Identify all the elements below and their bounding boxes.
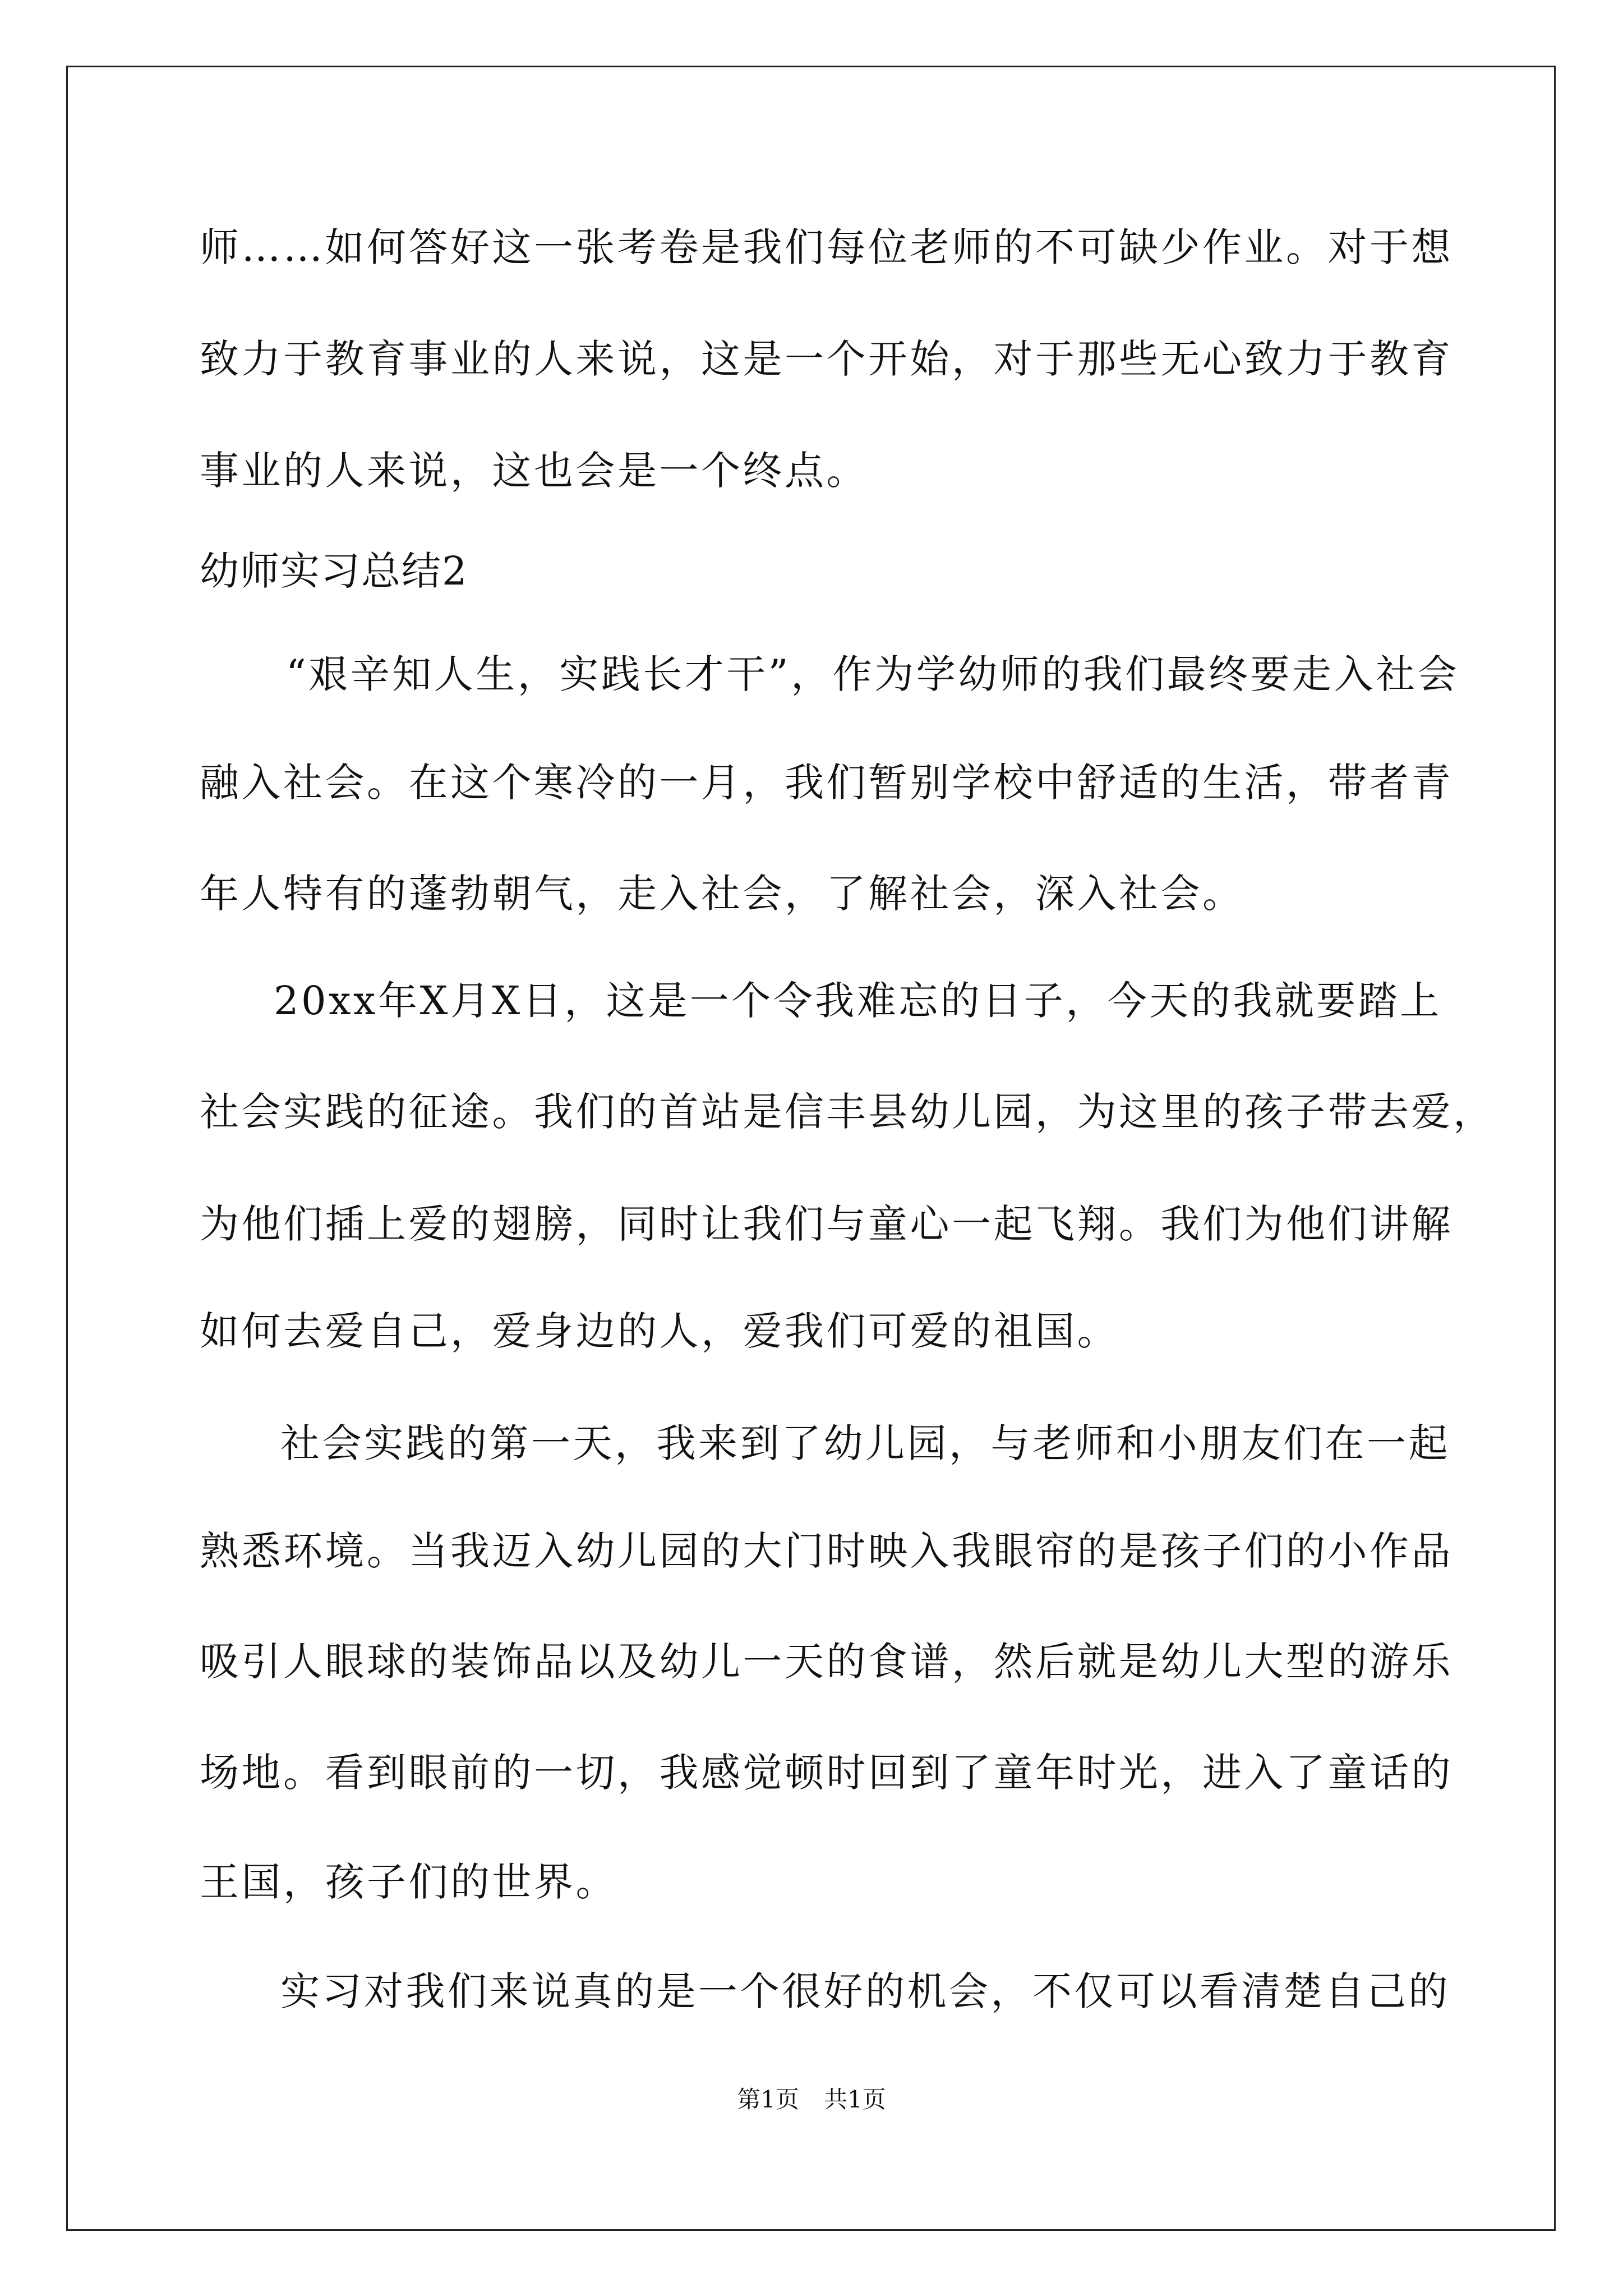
body-text-line: 师……如何答好这一张考卷是我们每位老师的不可缺少作业。对于想 [200,224,1453,270]
body-text-line: 致力于教育事业的人来说，这是一个开始，对于那些无心致力于教育 [200,336,1453,382]
body-text-line: 如何去爱自己，爱身边的人，爱我们可爱的祖国。 [200,1308,1119,1354]
body-text-line: 社会实践的第一天，我来到了幼儿园，与老师和小朋友们在一起 [280,1420,1450,1466]
page-number: 第1页 [737,2086,799,2113]
body-text-line: 年人特有的蓬勃朝气，走入社会，了解社会，深入社会。 [200,871,1244,917]
body-text-line: 20xx年X月X日，这是一个令我难忘的日子，今天的我就要踏上 [274,978,1442,1024]
body-text-line: 王国，孩子们的世界。 [200,1859,617,1905]
body-text-line: 场地。看到眼前的一切，我感觉顿时回到了童年时光，进入了童话的 [200,1750,1453,1796]
page-total: 共1页 [824,2086,886,2113]
body-text-line: 社会实践的征途。我们的首站是信丰县幼儿园，为这里的孩子带去爱， [200,1089,1495,1135]
body-text-line: 实习对我们来说真的是一个很好的机会，不仅可以看清楚自己的 [280,1968,1450,2014]
body-text-line: 融入社会。在这个寒冷的一月，我们暂别学校中舒适的生活，带者青 [200,760,1453,806]
body-text-line: 熟悉环境。当我迈入幼儿园的大门时映入我眼帘的是孩子们的小作品 [200,1528,1453,1574]
section-heading: 幼师实习总结2 [200,548,468,594]
body-text-line: 吸引人眼球的装饰品以及幼儿一天的食谱，然后就是幼儿大型的游乐 [200,1639,1453,1685]
body-text-line: 为他们插上爱的翅膀，同时让我们与童心一起飞翔。我们为他们讲解 [200,1201,1453,1247]
body-text-line: 事业的人来说，这也会是一个终点。 [200,448,868,494]
body-text-line: “艰辛知人生，实践长才干”，作为学幼师的我们最终要走入社会 [286,651,1460,697]
page-footer [0,2083,1623,2116]
